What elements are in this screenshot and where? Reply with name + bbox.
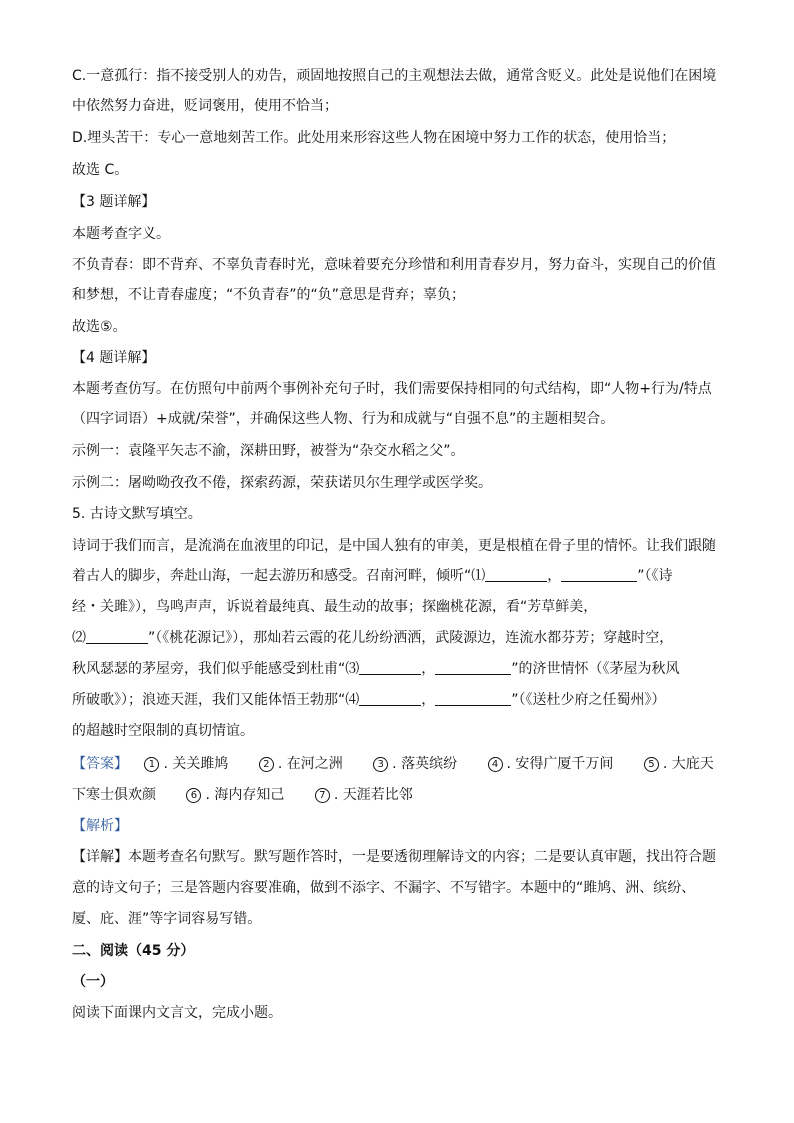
section-title: 二、阅读（45 分） [72,943,195,959]
answer-blank [86,629,148,644]
text-line: 故选⑤。 [72,319,127,335]
text-line: 本题考查仿写。在仿照句中前两个事例补充句子时，我们需要保持相同的句式结构，即“人物+行为/特点 [72,381,712,397]
answer-item: 7 . 天涯若比邻 [315,785,413,805]
answer-item: 1 . 关关雎鸠 [144,754,228,774]
answer-blank [435,660,511,675]
answer-blank [485,567,547,582]
text-line: 示例二：屠呦呦孜孜不倦，探索药源，荣获诺贝尔生理学或医学奖。 [72,475,492,491]
number-circle: 6 [186,788,201,803]
text-line: 阅读下面课内文言文，完成小题。 [72,1005,282,1021]
answer-item: 3 . 落英缤纷 [373,754,457,774]
answer-item: 5 . 大庇天 [644,754,714,774]
answer-blank [359,691,421,706]
number-circle: 2 [259,757,274,772]
answer-item: 6 . 海内存知己 [186,785,284,805]
number-circle: 1 [144,757,159,772]
detail-label: 【详解】 [72,849,128,865]
text-line: 示例一：袁隆平矢志不渝，深耕田野，被誉为“杂交水稻之父”。 [72,443,465,459]
section-heading: 【4 题详解】 [72,350,156,366]
number-circle: 5 [644,757,659,772]
text-line: 诗词于我们而言，是流淌在血液里的印记，是中国人独有的审美，更是根植在骨子里的情怀。让我们跟随 [72,538,716,554]
subsection-title: （一） [72,974,114,990]
text-line: D.埋头苦干：专心一意地刻苦工作。此处用来形容这些人物在困境中努力工作的状态，使用恰当； [72,130,676,146]
text-line: ⑵ ”（《桃花源记》），那灿若云霞的花儿纷纷洒洒，武陵源边，连流水都芬芳；穿越时空， [72,630,674,646]
text-line: 和梦想，不让青春虚度；“不负青春”的“负”意思是背弃；辜负； [72,287,466,303]
text-line: 厦、庇、涯”等字词容易写错。 [72,911,262,927]
answer-blank [359,660,421,675]
text-line: 【详解】本题考查名句默写。默写题作答时，一是要透彻理解诗文的内容；二是要认真审题，找出符合题 [72,849,716,865]
text-line: 着古人的脚步，奔赴山海，一起去游历和感受。召南河畔，倾听“⑴ ， ”（《诗 [72,568,673,584]
number-circle: 7 [315,788,330,803]
answer-blank [435,691,511,706]
text-line: 意的诗文句子；三是答题内容要准确，做到不添字、不漏字、不写错字。本题中的“雎鸠、洲、缤纷、 [72,880,696,896]
analysis-label: 【解析】 [72,818,128,834]
answer-line: 下寒士俱欢颜 6 . 海内存知己 7 . 天涯若比邻 [72,787,413,803]
text-line: C.一意孤行：指不接受别人的劝告，顽固地按照自己的主观想法去做，通常含贬义。此处是说他们在困境 [72,68,717,84]
answer-item: 2 . 在河之洲 [259,754,343,774]
text-line: 中依然努力奋进，贬词褒用，使用不恰当； [72,98,338,114]
text-line: 的超越时空限制的真切情谊。 [72,723,254,739]
text-line: 故选 C。 [72,162,129,178]
text-line: 秋风瑟瑟的茅屋旁，我们似乎能感受到杜甫“⑶ ， ”的济世情怀（《茅屋为秋风 [72,661,680,677]
text-line: 经・关雎》），鸟鸣声声，诉说着最纯真、最生动的故事；探幽桃花源，看“芳草鲜美， [72,599,598,615]
number-circle: 3 [373,757,388,772]
answer-item: 4 . 安得广厦千万间 [488,754,614,774]
answer-label: 【答案】 [72,756,128,772]
section-heading: 【3 题详解】 [72,194,156,210]
text-line: （四字词语）+成就/荣誉”，并确保这些人物、行为和成就与“自强不息”的主题相契合。 [72,411,615,427]
text-line: 本题考查字义。 [72,226,170,242]
question-heading: 5. 古诗文默写填空。 [72,506,202,522]
answer-blank [561,567,637,582]
text-line: 不负青春：即不背弃、不辜负青春时光，意味着要充分珍惜和利用青春岁月，努力奋斗，实现自己的价值 [72,257,716,273]
text-line: 所破歌》）；浪迹天涯，我们又能体悟王勃那“⑷ ， ”（《送杜少府之任蜀州》） [72,692,666,708]
answer-line [72,754,714,774]
number-circle: 4 [488,757,503,772]
